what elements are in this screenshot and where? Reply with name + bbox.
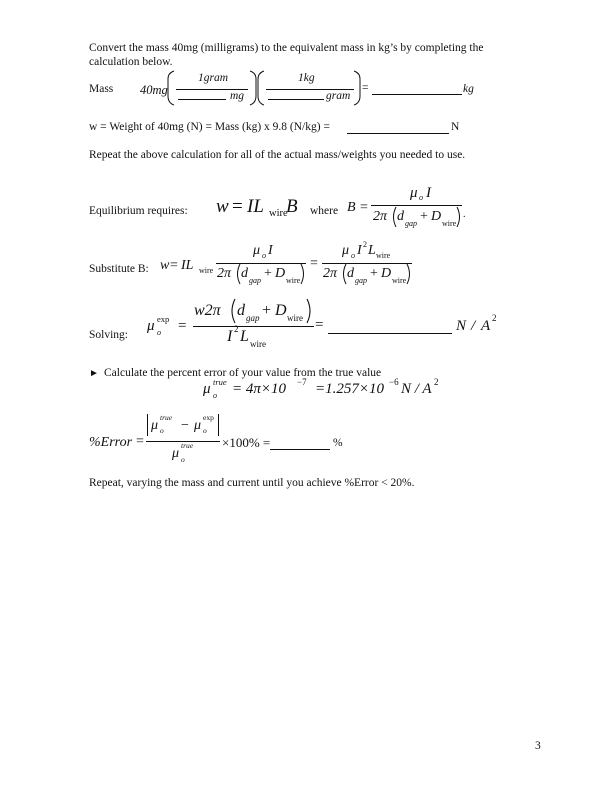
sub-equals: = <box>170 258 178 273</box>
pe-den-o: o <box>181 455 185 464</box>
frac2-denominator: gram <box>326 90 351 102</box>
mass-equals: = <box>362 82 369 94</box>
mass-label: Mass <box>89 83 114 95</box>
subA-den-plus: + <box>264 266 272 281</box>
solve-unit-sq: 2 <box>492 313 497 323</box>
sub-w: w <box>160 258 170 273</box>
true-sup: true <box>213 377 227 387</box>
solve-unit-slash: / <box>471 318 476 334</box>
solve-num-plus: + <box>262 302 272 319</box>
subB-rparen <box>405 263 413 285</box>
solve-rparen <box>305 298 314 324</box>
pe-num-mu-exp: μ <box>194 418 202 433</box>
subA-den-D: D <box>275 266 286 281</box>
B-den-d: d <box>397 209 404 224</box>
subA-den-wire: wire <box>286 276 301 285</box>
B-den-plus: + <box>420 209 428 224</box>
eq-IL: IL <box>247 196 264 217</box>
pe-times-100: ×100% = <box>222 435 271 450</box>
pe-label: %Error <box>89 435 133 450</box>
B-den-2pi: 2π <box>373 209 388 224</box>
solve-num-gap: gap <box>246 313 260 323</box>
true-mid-text: =1.257×10 <box>315 381 384 397</box>
subB-num-o: o <box>351 251 355 260</box>
B-den-wire: wire <box>442 219 457 228</box>
B-symbol: B <box>347 200 356 215</box>
solve-mu: μ <box>147 318 155 334</box>
repeat-instruction: Repeat the above calculation for all of the actual mass/weights you needed to use. <box>89 149 466 161</box>
pe-num-minus: − <box>181 418 189 433</box>
sub-equals-2: = <box>310 256 318 271</box>
left-paren-1 <box>166 70 176 106</box>
true-mu: μ <box>203 381 211 397</box>
B-period: . <box>463 209 466 220</box>
solve-fraction-bar <box>193 326 314 327</box>
equilibrium-label: Equilibrium requires: <box>89 205 188 217</box>
pe-den-mu: μ <box>172 446 180 461</box>
solve-den-sq: 2 <box>234 324 239 334</box>
sub-IL: IL <box>181 258 194 273</box>
solving-label: Solving: <box>89 329 128 341</box>
weight-unit: N <box>451 121 460 133</box>
weight-line-text: w = Weight of 40mg (N) = Mass (kg) x 9.8 (N/kg) = <box>89 121 330 133</box>
pe-num-mu-true: μ <box>151 418 159 433</box>
intro-line-1: Convert the mass 40mg (milligrams) to the equivalent mass in kg’s by completing the <box>89 42 484 54</box>
true-eq-text: = 4π×10 <box>232 381 287 397</box>
mass-value: 40mg <box>140 83 168 97</box>
pe-num-o-2: o <box>203 426 207 435</box>
frac1-numerator: 1gram <box>198 72 229 84</box>
subA-num-mu: μ <box>253 243 261 258</box>
pe-percent-sign: % <box>333 437 343 449</box>
where-word: where <box>310 205 339 217</box>
B-fraction-bar <box>371 205 462 206</box>
true-exp-1: −7 <box>297 377 307 387</box>
solve-den-wire: wire <box>250 339 266 349</box>
subB-den-2pi: 2π <box>323 266 338 281</box>
eq-equals: = <box>232 196 243 217</box>
subA-bar <box>216 263 306 264</box>
frac2-denominator-blank[interactable] <box>268 99 324 100</box>
subA-num-I: I <box>268 243 273 258</box>
subA-num-o: o <box>262 251 266 260</box>
B-num-sub-o: o <box>419 193 423 202</box>
mass-unit: kg <box>463 83 474 95</box>
frac1-denominator-blank[interactable] <box>178 99 226 100</box>
subB-num-sq: 2 <box>363 240 367 249</box>
subB-den-plus: + <box>370 266 378 281</box>
solve-answer-blank[interactable] <box>328 333 452 334</box>
solve-den-I: I <box>227 328 233 345</box>
subB-bar <box>322 263 412 264</box>
pe-num-sup-exp: exp <box>203 413 214 422</box>
final-instruction: Repeat, varying the mass and current until you achieve %Error < 20%. <box>89 477 415 489</box>
left-paren-2 <box>256 70 266 106</box>
subB-num-I: I <box>357 243 362 258</box>
page-number: 3 <box>535 740 541 752</box>
right-paren-2 <box>352 70 362 106</box>
B-den-gap: gap <box>405 219 417 228</box>
pe-equals: = <box>136 434 144 449</box>
solve-lparen <box>228 298 237 324</box>
subA-den-d: d <box>241 266 248 281</box>
pe-abs-left <box>147 414 148 436</box>
eq-w: w <box>216 196 229 217</box>
true-exp-2: −6 <box>389 377 399 387</box>
B-den-D: D <box>431 209 442 224</box>
pe-num-sup-true: true <box>160 413 173 422</box>
subA-rparen <box>299 263 307 285</box>
B-den-rparen <box>455 206 463 228</box>
solve-equals: = <box>178 318 187 334</box>
pe-den-sup-true: true <box>181 441 194 450</box>
pe-abs-right <box>218 414 219 436</box>
pe-answer-blank[interactable] <box>270 449 330 450</box>
subB-den-wire: wire <box>392 276 407 285</box>
solve-sup-exp: exp <box>157 314 170 324</box>
frac2-numerator: 1kg <box>298 72 315 84</box>
sub-wire: wire <box>199 266 214 275</box>
subB-num-mu: μ <box>342 243 350 258</box>
subA-den-2pi: 2π <box>217 266 232 281</box>
solve-equals-2: = <box>315 317 324 333</box>
B-num-mu: μ <box>410 185 418 201</box>
substitute-label: Substitute B: <box>89 263 149 275</box>
solve-num-wire: wire <box>287 313 303 323</box>
solve-den-L: L <box>240 328 249 345</box>
subB-den-d: d <box>347 266 354 281</box>
true-unit-sq: 2 <box>434 377 439 387</box>
eq-wire-sub: wire <box>269 208 288 219</box>
bullet-icon: ► <box>89 368 99 379</box>
solve-num-d: d <box>237 302 245 319</box>
subB-num-L: L <box>368 243 376 258</box>
B-num-I: I <box>426 185 431 201</box>
eq-B: B <box>286 196 298 217</box>
solve-unit-N: N <box>456 318 467 334</box>
true-unit: N / A <box>401 381 432 397</box>
intro-line-2: calculation below. <box>89 56 173 68</box>
pe-num-o-1: o <box>160 426 164 435</box>
subB-den-gap: gap <box>355 276 367 285</box>
frac1-denominator: mg <box>230 90 245 102</box>
mass-answer-blank[interactable] <box>372 94 462 95</box>
solve-sub-o: o <box>157 328 161 337</box>
solve-num-w2pi: w2π <box>194 302 221 319</box>
true-sub-o: o <box>213 391 217 400</box>
B-equals: = <box>360 200 368 215</box>
solve-unit-A: A <box>481 318 491 334</box>
subB-num-wire: wire <box>376 251 391 260</box>
subA-den-gap: gap <box>249 276 261 285</box>
solve-num-D: D <box>275 302 287 319</box>
subB-den-D: D <box>381 266 392 281</box>
weight-answer-blank[interactable] <box>347 133 449 134</box>
percent-error-intro: Calculate the percent error of your value from the true value <box>104 367 382 379</box>
